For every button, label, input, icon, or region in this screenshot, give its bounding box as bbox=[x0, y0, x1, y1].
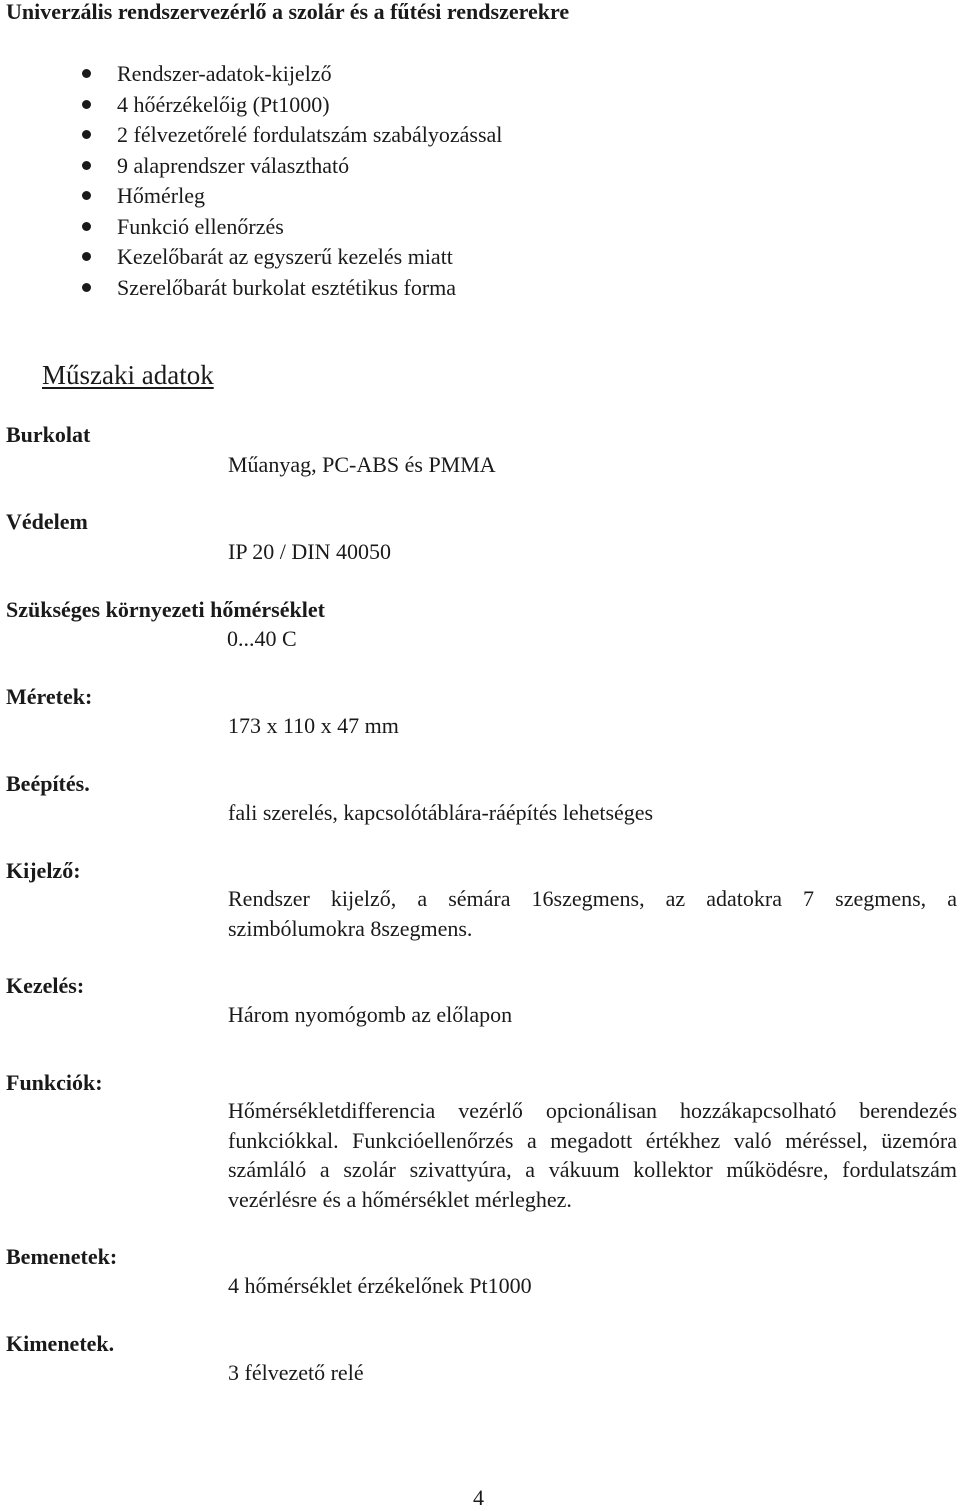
spec-value-bemenetek: 4 hőmérséklet érzékelőnek Pt1000 bbox=[228, 1273, 532, 1298]
bullet-icon bbox=[82, 283, 91, 292]
list-item bbox=[0, 273, 502, 304]
document-title: Univerzális rendszervezérlő a szolár és a fűtési rendszerekre bbox=[6, 0, 570, 24]
spec-value-funkciok: Hőmérsékletdifferencia vezérlő opcionálisan hozzákapcsolható berendezés funkciókkal. Funkcióellenőrzés a megadott értékhez való méréssel, üzemóra számláló a szolár szivattyúra, a vákuum kollektor működésre, fordulatszám vezérlésre és a hőmérséklet mérleghez. bbox=[228, 1098, 957, 1212]
spec-label-homerseklet: Szükséges környezeti hőmérséklet bbox=[6, 597, 325, 622]
feature-list bbox=[0, 59, 502, 303]
feature-text: Funkció ellenőrzés bbox=[117, 213, 284, 239]
page-number: 4 bbox=[473, 1485, 484, 1510]
spec-label-bemenetek: Bemenetek: bbox=[6, 1244, 118, 1269]
spec-value-homerseklet: 0...40 C bbox=[227, 626, 297, 651]
bullet-icon bbox=[82, 69, 91, 78]
bullet-icon bbox=[82, 161, 91, 170]
feature-text: Kezelőbarát az egyszerű kezelés miatt bbox=[117, 244, 453, 269]
spec-value-burkolat: Műanyag, PC-ABS és PMMA bbox=[228, 452, 496, 477]
spec-label-kezeles: Kezelés: bbox=[6, 973, 85, 998]
spec-label-kimenetek: Kimenetek. bbox=[6, 1331, 115, 1356]
feature-text: 2 félvezetőrelé fordulatszám szabályozással bbox=[117, 122, 503, 147]
spec-label-beepites: Beépítés. bbox=[6, 771, 90, 796]
spec-label-funkciok: Funkciók: bbox=[6, 1070, 103, 1095]
spec-value-beepites: fali szerelés, kapcsolótáblára-ráépítés lehetséges bbox=[228, 800, 654, 825]
spec-value-meretek: 173 x 110 x 47 mm bbox=[228, 713, 399, 738]
list-item bbox=[0, 242, 502, 273]
bullet-icon bbox=[82, 222, 91, 231]
feature-text: 9 alaprendszer választható bbox=[117, 152, 350, 178]
spec-value-kezeles: Három nyomógomb az előlapon bbox=[228, 1002, 513, 1027]
spec-value-kimenetek: 3 félvezető relé bbox=[228, 1360, 364, 1385]
feature-text: Hőmérleg bbox=[117, 183, 205, 208]
spec-label-burkolat: Burkolat bbox=[6, 422, 91, 447]
feature-text: 4 hőérzékelőig (Pt1000) bbox=[117, 91, 330, 117]
section-heading: Műszaki adatok bbox=[42, 360, 214, 390]
list-item bbox=[0, 212, 502, 243]
spec-value-vedelem: IP 20 / DIN 40050 bbox=[228, 539, 391, 564]
list-item bbox=[0, 90, 502, 121]
spec-label-kijelzo: Kijelző: bbox=[6, 858, 81, 883]
feature-text: Rendszer-adatok-kijelző bbox=[117, 61, 332, 86]
bullet-icon bbox=[82, 100, 91, 109]
bullet-icon bbox=[82, 191, 91, 200]
bullet-icon bbox=[82, 130, 91, 139]
list-item bbox=[0, 59, 502, 90]
spec-label-vedelem: Védelem bbox=[6, 509, 88, 534]
feature-text: Szerelőbarát burkolat esztétikus forma bbox=[117, 274, 457, 300]
spec-value-kijelzo: Rendszer kijelző, a sémára 16szegmens, az adatokra 7 szegmens, a szimbólumokra 8szegmens. bbox=[228, 886, 957, 941]
list-item bbox=[0, 120, 502, 151]
bullet-icon bbox=[82, 252, 91, 261]
list-item bbox=[0, 151, 502, 182]
list-item bbox=[0, 181, 502, 212]
spec-label-meretek: Méretek: bbox=[6, 684, 93, 709]
